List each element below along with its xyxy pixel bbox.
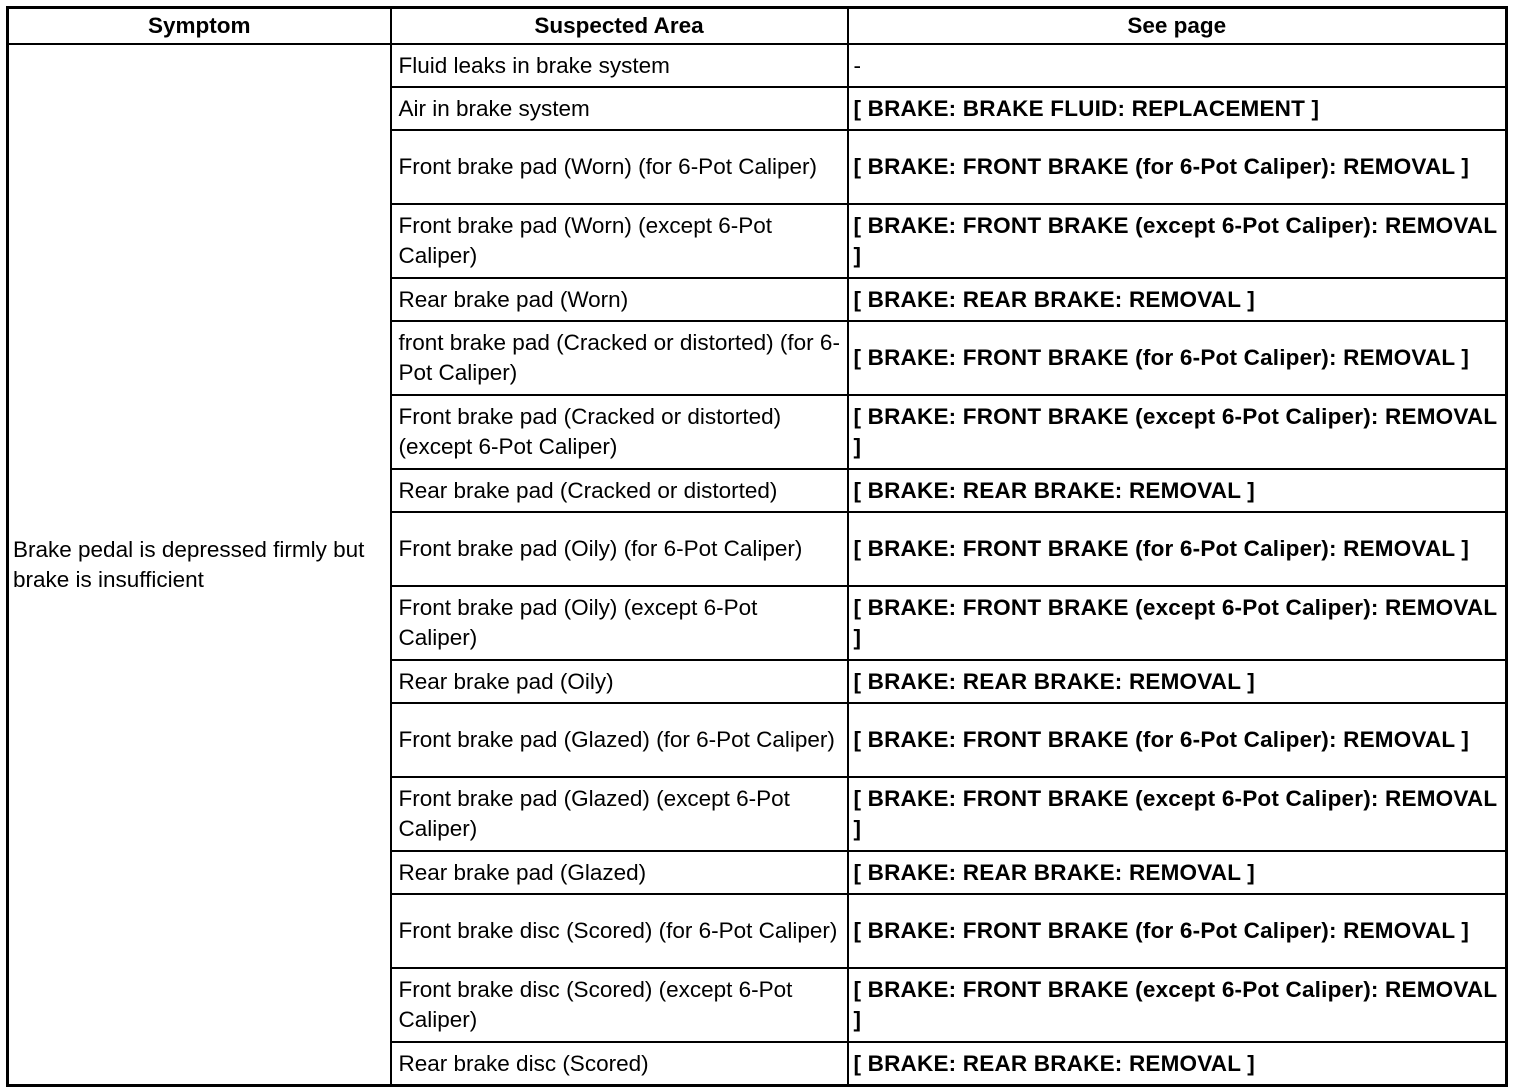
see-page-cell: [ BRAKE: FRONT BRAKE (except 6-Pot Caliper): REMOVAL ] <box>848 204 1507 278</box>
see-page-cell: [ BRAKE: FRONT BRAKE (except 6-Pot Caliper): REMOVAL ] <box>848 968 1507 1042</box>
suspected-area-cell: Rear brake pad (Cracked or distorted) <box>391 469 848 512</box>
suspected-area-cell: Fluid leaks in brake system <box>391 44 848 87</box>
suspected-area-cell: Front brake pad (Oily) (for 6-Pot Caliper) <box>391 512 848 586</box>
table-body <box>8 44 1507 1086</box>
see-page-cell: [ BRAKE: REAR BRAKE: REMOVAL ] <box>848 469 1507 512</box>
see-page-cell: - <box>848 44 1507 87</box>
suspected-area-cell: Front brake pad (Oily) (except 6-Pot Caliper) <box>391 586 848 660</box>
see-page-cell: [ BRAKE: REAR BRAKE: REMOVAL ] <box>848 1042 1507 1086</box>
see-page-cell: [ BRAKE: FRONT BRAKE (for 6-Pot Caliper): REMOVAL ] <box>848 703 1507 777</box>
suspected-area-cell: front brake pad (Cracked or distorted) (for 6-Pot Caliper) <box>391 321 848 395</box>
symptom-cell: Brake pedal is depressed firmly but brake is insufficient <box>8 44 391 1086</box>
suspected-area-cell: Rear brake disc (Scored) <box>391 1042 848 1086</box>
see-page-cell: [ BRAKE: REAR BRAKE: REMOVAL ] <box>848 851 1507 894</box>
header-see-page: See page <box>848 8 1507 45</box>
see-page-cell: [ BRAKE: FRONT BRAKE (for 6-Pot Caliper): REMOVAL ] <box>848 321 1507 395</box>
see-page-cell: [ BRAKE: FRONT BRAKE (except 6-Pot Caliper): REMOVAL ] <box>848 586 1507 660</box>
suspected-area-cell: Front brake pad (Worn) (for 6-Pot Caliper) <box>391 130 848 204</box>
see-page-cell: [ BRAKE: FRONT BRAKE (for 6-Pot Caliper): REMOVAL ] <box>848 512 1507 586</box>
see-page-cell: [ BRAKE: FRONT BRAKE (except 6-Pot Caliper): REMOVAL ] <box>848 777 1507 851</box>
suspected-area-cell: Front brake pad (Cracked or distorted) (except 6-Pot Caliper) <box>391 395 848 469</box>
see-page-cell: [ BRAKE: FRONT BRAKE (for 6-Pot Caliper): REMOVAL ] <box>848 894 1507 968</box>
header-row <box>8 8 1507 45</box>
suspected-area-cell: Front brake pad (Worn) (except 6-Pot Caliper) <box>391 204 848 278</box>
see-page-cell: [ BRAKE: FRONT BRAKE (for 6-Pot Caliper): REMOVAL ] <box>848 130 1507 204</box>
header-symptom: Symptom <box>8 8 391 45</box>
suspected-area-cell: Front brake disc (Scored) (except 6-Pot Caliper) <box>391 968 848 1042</box>
suspected-area-cell: Front brake pad (Glazed) (except 6-Pot Caliper) <box>391 777 848 851</box>
see-page-cell: [ BRAKE: FRONT BRAKE (except 6-Pot Caliper): REMOVAL ] <box>848 395 1507 469</box>
see-page-cell: [ BRAKE: REAR BRAKE: REMOVAL ] <box>848 278 1507 321</box>
suspected-area-cell: Air in brake system <box>391 87 848 130</box>
header-suspected-area: Suspected Area <box>391 8 848 45</box>
suspected-area-cell: Rear brake pad (Oily) <box>391 660 848 703</box>
suspected-area-cell: Front brake disc (Scored) (for 6-Pot Caliper) <box>391 894 848 968</box>
suspected-area-cell: Front brake pad (Glazed) (for 6-Pot Caliper) <box>391 703 848 777</box>
see-page-cell: [ BRAKE: REAR BRAKE: REMOVAL ] <box>848 660 1507 703</box>
suspected-area-cell: Rear brake pad (Glazed) <box>391 851 848 894</box>
table-row <box>8 44 1507 87</box>
see-page-cell: [ BRAKE: BRAKE FLUID: REPLACEMENT ] <box>848 87 1507 130</box>
suspected-area-cell: Rear brake pad (Worn) <box>391 278 848 321</box>
diagnostic-table <box>6 6 1508 1087</box>
